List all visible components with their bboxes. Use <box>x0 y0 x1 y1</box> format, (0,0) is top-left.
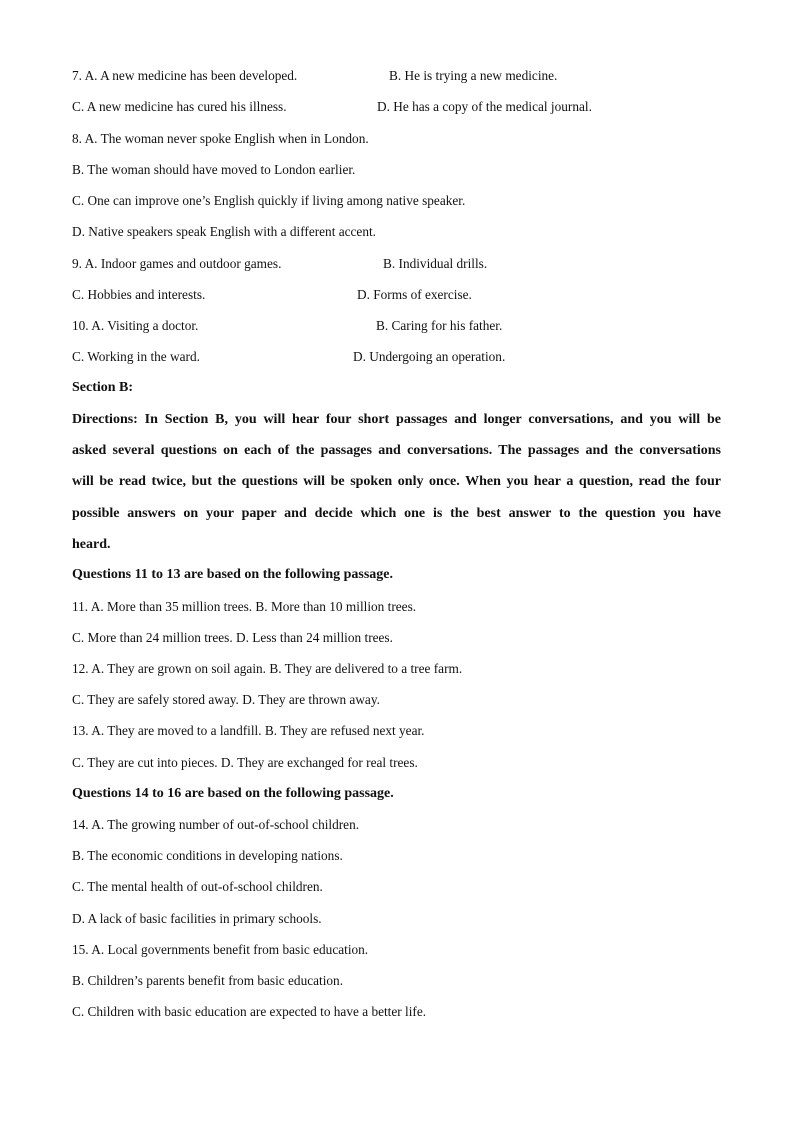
q7-option-c: C. A new medicine has cured his illness. <box>72 99 287 114</box>
questions-11-13-heading: Questions 11 to 13 are based on the following passage. <box>72 567 393 582</box>
q9-option-d: D. Forms of exercise. <box>357 287 472 302</box>
q12-options-cd: C. They are safely stored away. D. They are thrown away. <box>72 692 380 707</box>
q15-option-a: 15. A. Local governments benefit from basic education. <box>72 942 369 957</box>
q14-option-c: C. The mental health of out-of-school children. <box>72 879 323 894</box>
q15-option-c: C. Children with basic education are expected to have a better life. <box>72 1004 427 1019</box>
q9-option-a: 9. A. Indoor games and outdoor games. <box>72 256 282 271</box>
q7-option-d: D. He has a copy of the medical journal. <box>377 99 592 114</box>
q10-option-b: B. Caring for his father. <box>376 318 503 333</box>
q7-option-b: B. He is trying a new medicine. <box>389 68 558 83</box>
q8-option-b: B. The woman should have moved to London earlier. <box>72 162 356 177</box>
q10-option-a: 10. A. Visiting a doctor. <box>72 318 199 333</box>
q14-option-a: 14. A. The growing number of out-of-school children. <box>72 817 360 832</box>
q15-option-b: B. Children’s parents benefit from basic education. <box>72 973 344 988</box>
q11-options-ab: 11. A. More than 35 million trees. B. More than 10 million trees. <box>72 599 417 614</box>
q8-option-a: 8. A. The woman never spoke English when in London. <box>72 131 369 146</box>
section-b-title: Section B: <box>72 380 134 395</box>
q12-options-ab: 12. A. They are grown on soil again. B. They are delivered to a tree farm. <box>72 661 463 676</box>
q13-options-ab: 13. A. They are moved to a landfill. B. They are refused next year. <box>72 723 425 738</box>
q13-options-cd: C. They are cut into pieces. D. They are exchanged for real trees. <box>72 755 418 770</box>
questions-14-16-heading: Questions 14 to 16 are based on the following passage. <box>72 786 394 801</box>
q10-option-c: C. Working in the ward. <box>72 349 200 364</box>
q8-option-d: D. Native speakers speak English with a different accent. <box>72 224 376 239</box>
q10-option-d: D. Undergoing an operation. <box>353 349 506 364</box>
q11-options-cd: C. More than 24 million trees. D. Less than 24 million trees. <box>72 630 393 645</box>
q9-option-b: B. Individual drills. <box>383 256 488 271</box>
section-b-directions: Directions: In Section B, you will hear four short passages and longer conversations, and you will be asked several questions on each of the passages and conversations. The passages and the conversations will be read twice, but the questions will be spoken only once. When you hear a question, read the four possible answers on your paper and decide which one is the best answer to the question you have heard. <box>72 412 721 552</box>
q14-option-d: D. A lack of basic facilities in primary schools. <box>72 911 322 926</box>
q8-option-c: C. One can improve one’s English quickly if living among native speaker. <box>72 193 466 208</box>
q9-option-c: C. Hobbies and interests. <box>72 287 206 302</box>
q14-option-b: B. The economic conditions in developing nations. <box>72 848 343 863</box>
q7-option-a: 7. A. A new medicine has been developed. <box>72 68 298 83</box>
